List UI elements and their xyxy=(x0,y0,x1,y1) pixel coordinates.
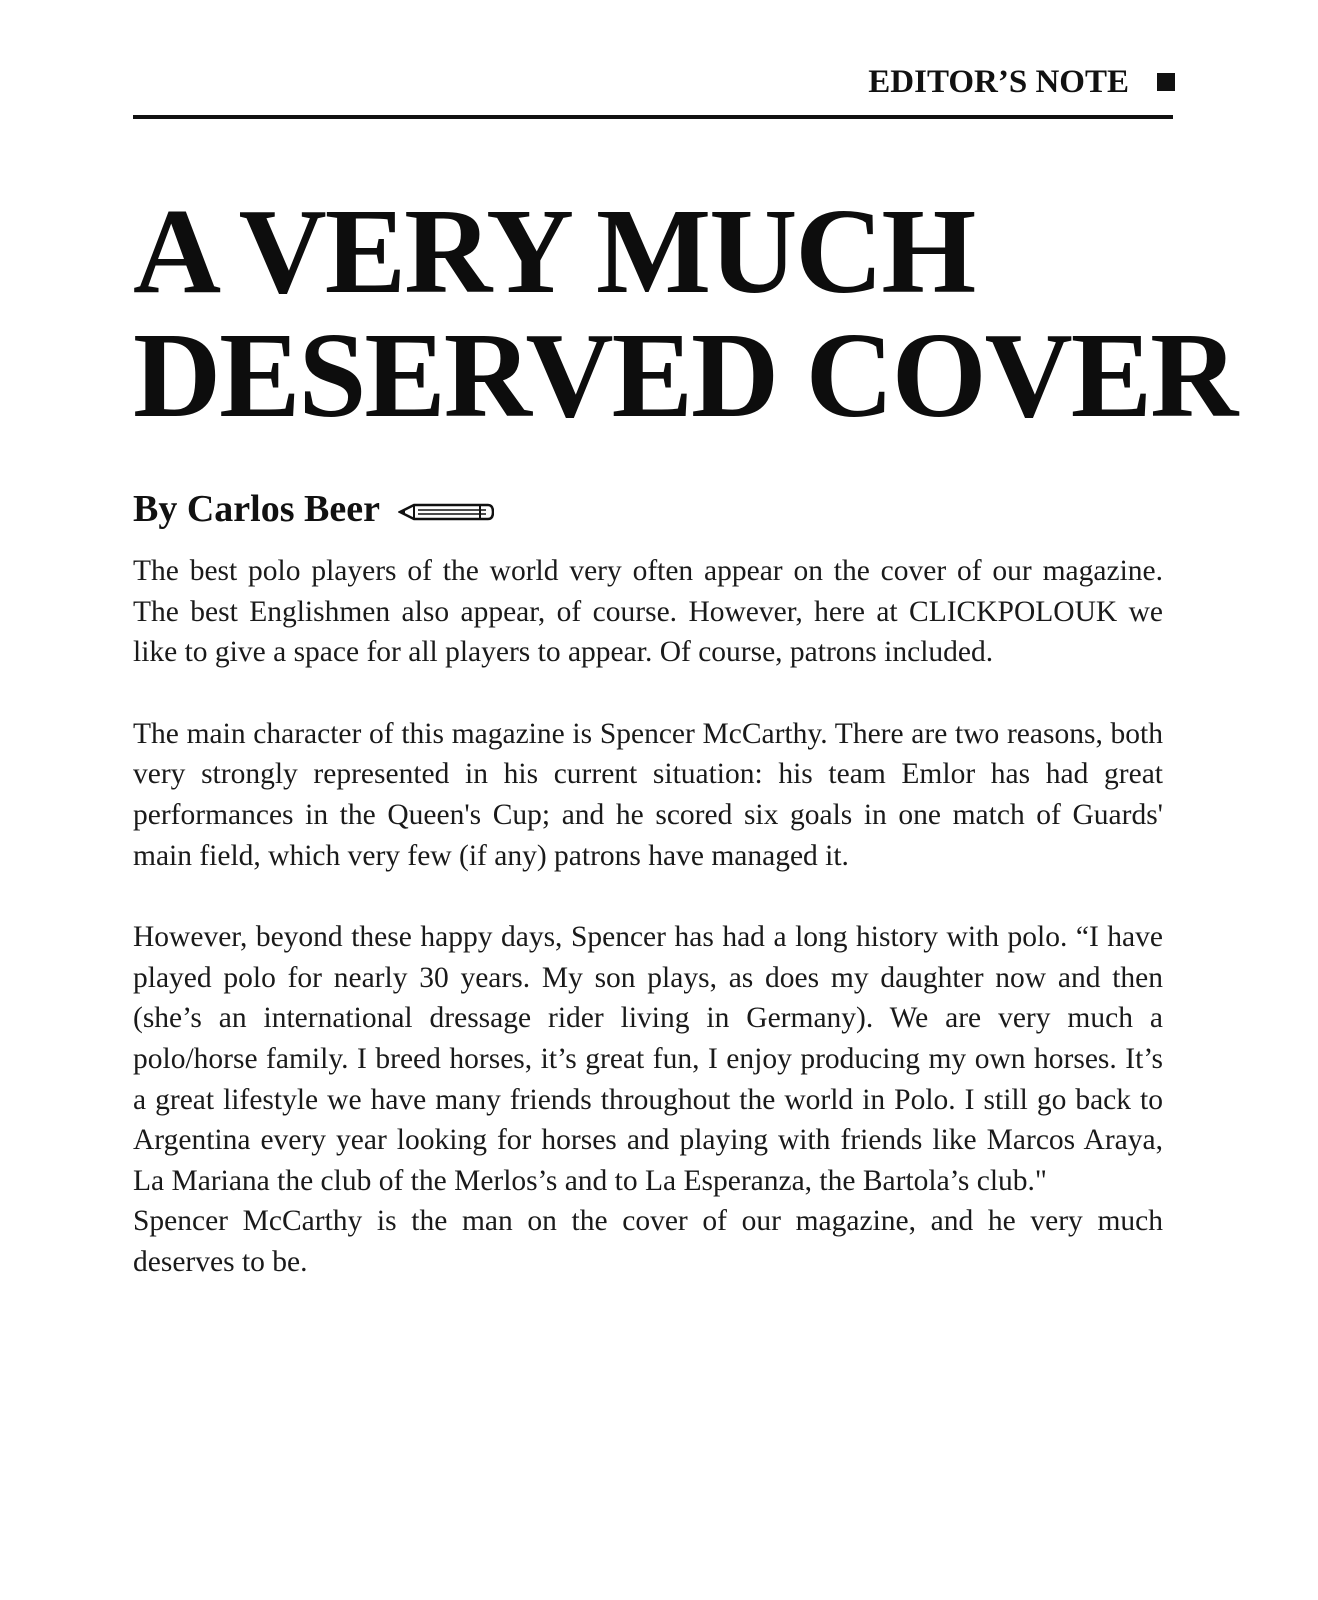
header-divider xyxy=(133,115,1173,119)
square-icon xyxy=(1157,73,1175,91)
paragraph: The main character of this magazine is Spencer McCarthy. There are two reasons, both very strongly represented in his current situation: his team Emlor has had great performances in the Queen's Cup; and he scored six goals in one match of Guards' main field, which very few (if any) patrons have managed it. xyxy=(133,717,1163,872)
paragraph: However, beyond these happy days, Spencer has had a long history with polo. “I have played polo for nearly 30 years. My son plays, as does my daughter now and then (she’s an international dressage rider living in Germany). We are very much a polo/horse family. I breed horses, it’s great fun, I enjoy producing my own horses. It’s a great lifestyle we have many friends throughout the world in Polo. I still go back to Argentina every year looking for horses and playing with friends like Marcos Araya, La Mariana the club of the Merlos’s and to La Esperanza, the Bartola’s club." xyxy=(133,921,1163,1197)
byline-author: By Carlos Beer xyxy=(133,488,380,530)
paragraph: The best polo players of the world very often appear on the cover of our magazine. The best Englishmen also appear, of course. However, here at CLICKPOLOUK we like to give a space for all players to appear. Of course, patrons included. xyxy=(133,555,1163,669)
article-headline xyxy=(133,184,1237,443)
headline-line-1: A VERY MUCH xyxy=(133,184,975,319)
section-header xyxy=(135,62,1175,102)
article-body xyxy=(133,551,1163,1283)
pencil-icon xyxy=(398,501,494,523)
byline xyxy=(133,487,494,531)
paragraph: Spencer McCarthy is the man on the cover of our magazine, and he very much deserves to be. xyxy=(133,1205,1163,1278)
headline-line-2: DESERVED COVER xyxy=(133,308,1237,443)
section-label: EDITOR’S NOTE xyxy=(868,63,1129,100)
